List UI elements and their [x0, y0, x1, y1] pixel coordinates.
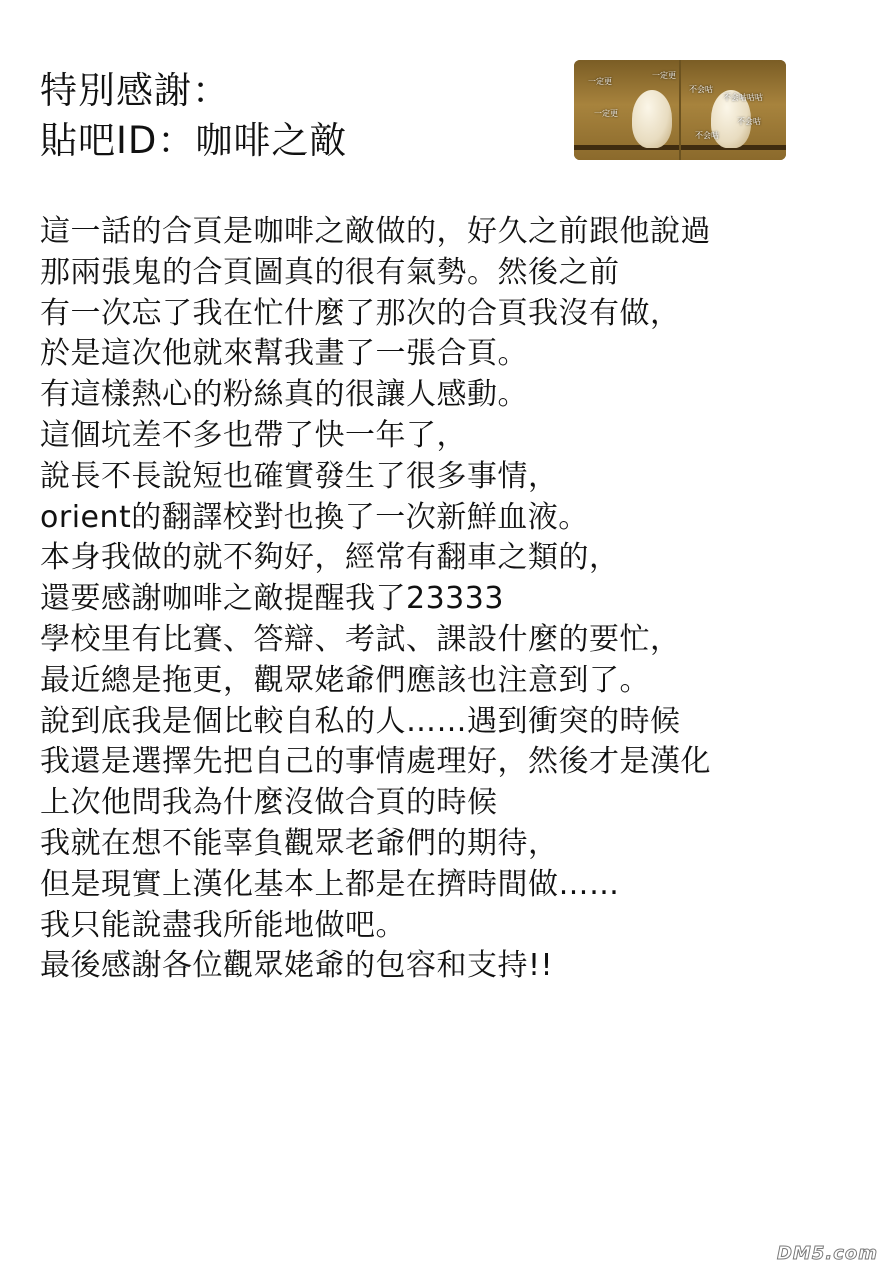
body-line: 我就在想不能辜負觀眾老爺們的期待，	[40, 825, 559, 861]
body-line: 說長不長說短也確實發生了很多事情，	[40, 458, 559, 494]
sticker-caption: 不会咕	[695, 131, 719, 140]
bird-icon	[632, 90, 672, 148]
body-line: 這一話的合頁是咖啡之敵做的，好久之前跟他說過	[40, 214, 711, 249]
body-line: 上次他問我為什麼沒做合頁的時候	[40, 785, 498, 821]
body-line: 最後感謝各位觀眾姥爺的包容和支持!!	[40, 948, 554, 984]
message-body	[40, 212, 860, 987]
page-title: 特別感謝：	[40, 69, 230, 112]
sticker-caption: 一定更	[594, 109, 618, 118]
body-line: 但是現實上漢化基本上都是在擠時間做……	[40, 866, 620, 902]
credit-id: 貼吧ID：咖啡之敵	[40, 119, 348, 162]
body-line: 有一次忘了我在忙什麼了那次的合頁我沒有做，	[40, 295, 681, 331]
sticker-image	[574, 60, 786, 160]
sticker-panel-right	[681, 60, 786, 160]
body-line: 學校里有比賽、答辯、考試、課設什麼的要忙，	[40, 621, 681, 657]
body-line: 還要感謝咖啡之敵提醒我了23333	[40, 581, 504, 617]
sticker-caption: 一定更	[588, 77, 612, 86]
perch	[574, 145, 679, 150]
sticker-caption: 不会咕	[689, 85, 713, 94]
sticker-caption: 一定更	[652, 71, 676, 80]
body-line: 這個坑差不多也帶了快一年了，	[40, 417, 467, 453]
body-line: 我還是選擇先把自己的事情處理好，然後才是漢化	[40, 744, 711, 780]
body-line: 那兩張鬼的合頁圖真的很有氣勢。然後之前	[40, 254, 620, 290]
body-line: 於是這次他就來幫我畫了一張合頁。	[40, 336, 528, 372]
body-line: 本身我做的就不夠好，經常有翻車之類的，	[40, 540, 620, 576]
body-line: 最近總是拖更，觀眾姥爺們應該也注意到了。	[40, 662, 650, 698]
sticker-caption: 不会咕咕咕	[723, 93, 763, 102]
site-watermark: DM5.com	[776, 1243, 878, 1264]
body-line: 有這樣熱心的粉絲真的很讓人感動。	[40, 377, 528, 413]
header	[40, 66, 347, 166]
sticker-caption: 不会咕	[737, 117, 761, 126]
body-line: orient的翻譯校對也換了一次新鮮血液。	[40, 499, 589, 535]
body-line: 我只能說盡我所能地做吧。	[40, 907, 406, 943]
sticker-panel-left	[574, 60, 679, 160]
body-line: 說到底我是個比較自私的人……遇到衝突的時候	[40, 703, 681, 739]
